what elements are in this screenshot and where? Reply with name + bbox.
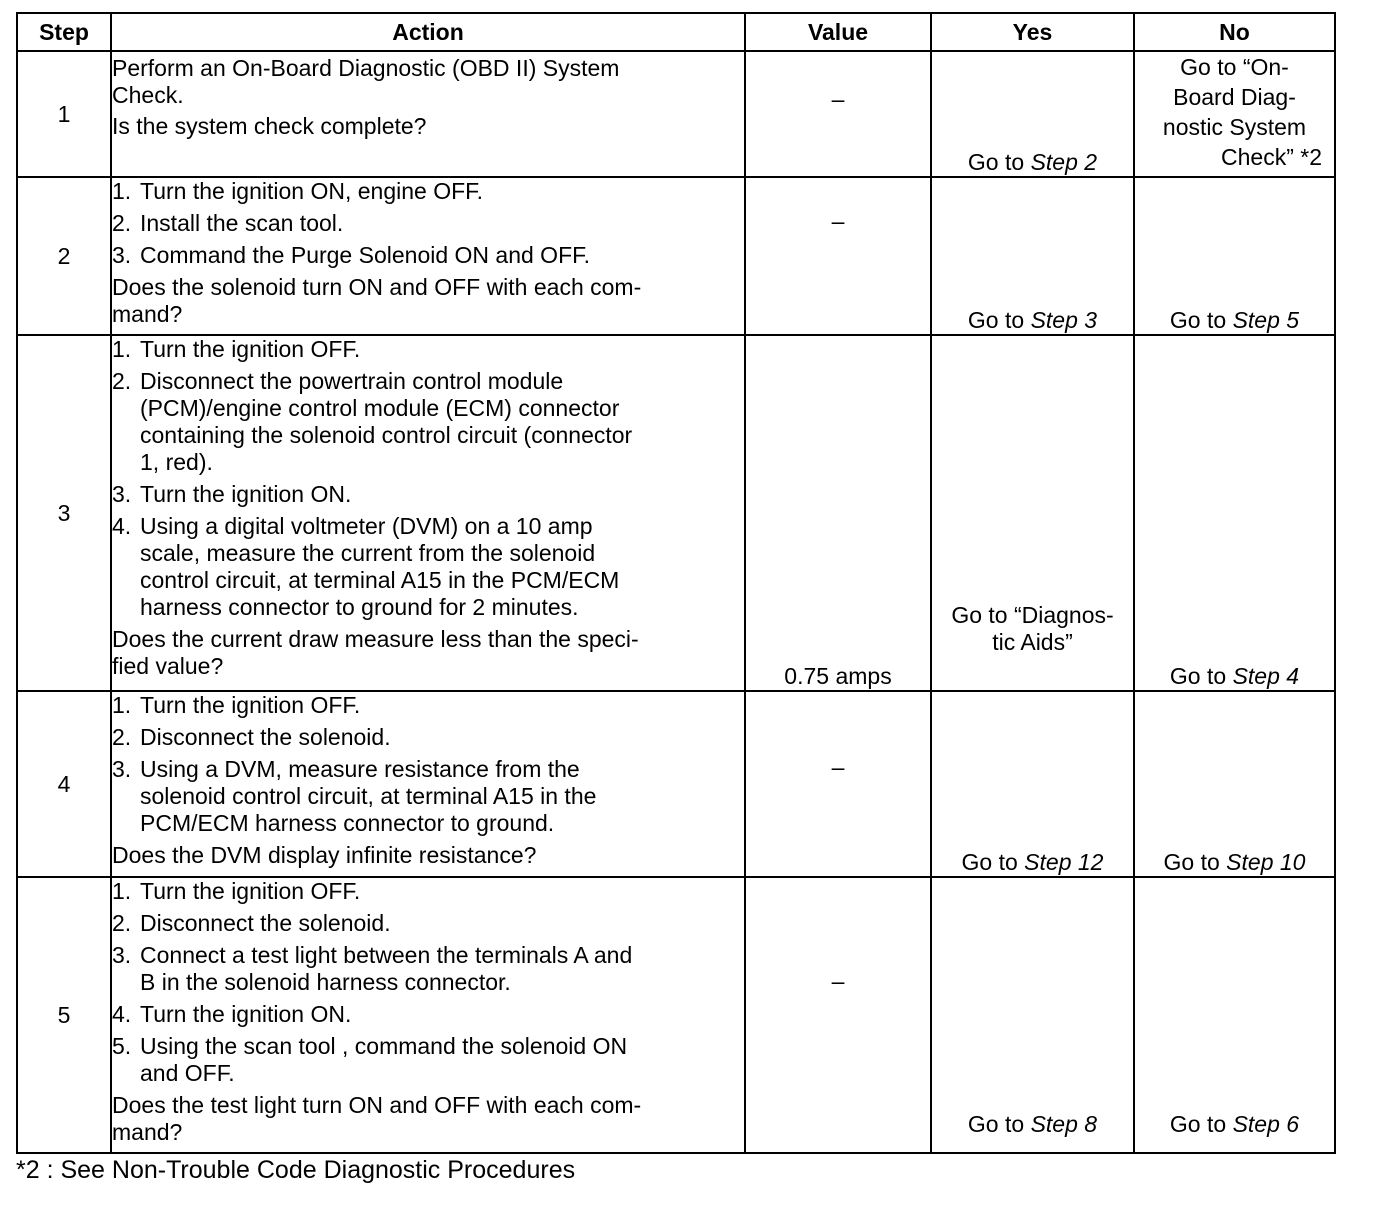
yes-step-link: Step 2: [1030, 149, 1098, 175]
yes-step-link: Step 12: [1024, 849, 1104, 875]
action-question: Does the solenoid turn ON and OFF with each com-: [112, 274, 642, 300]
yes-cell: [931, 177, 1134, 335]
no-prefix: Go to: [1163, 849, 1227, 875]
value-cell: [745, 177, 931, 335]
no-step-link: Step 4: [1232, 663, 1300, 689]
action-cell: [111, 877, 745, 1153]
yes-cell: [931, 691, 1134, 877]
yes-text-line: tic Aids”: [992, 629, 1073, 655]
header-yes: Yes: [931, 13, 1134, 51]
no-cell: [1134, 335, 1335, 691]
action-question: mand?: [112, 301, 183, 327]
header-step: Step: [17, 13, 111, 51]
action-steps: [112, 178, 744, 269]
yes-cell: [931, 51, 1134, 177]
value-text: –: [831, 968, 845, 994]
action-cell: [111, 177, 745, 335]
action-step: 3. Turn the ignition ON.: [112, 481, 352, 507]
value-cell: [745, 877, 931, 1153]
header-no: No: [1134, 13, 1335, 51]
action-question: Is the system check complete?: [112, 113, 427, 139]
no-prefix: Go to: [1169, 663, 1233, 689]
step-number: 5: [17, 877, 111, 1153]
value-text: –: [831, 754, 845, 780]
yes-step-link: Step 8: [1030, 1111, 1098, 1137]
action-step: 5. Using the scan tool , command the solenoid ON and OFF.: [112, 1033, 628, 1086]
table-row: [17, 877, 1335, 1153]
action-step: 1. Turn the ignition OFF.: [112, 336, 361, 362]
yes-text-line: Go to “Diagnos-: [951, 602, 1114, 628]
action-step: 4. Turn the ignition ON.: [112, 1001, 352, 1027]
action-step: 2. Disconnect the solenoid.: [112, 724, 391, 750]
step-number: 3: [17, 335, 111, 691]
action-steps: [112, 336, 744, 621]
action-step: 4. Using a digital voltmeter (DVM) on a 10 amp scale, measure the current from the solenoid control circuit, at terminal A15 in the PCM/ECM harness connector to ground for 2 minutes.: [112, 513, 620, 620]
step-number: 1: [17, 51, 111, 177]
action-step: 2. Disconnect the solenoid.: [112, 910, 391, 936]
table-row: [17, 51, 1335, 177]
action-question: Does the test light turn ON and OFF with each com-: [112, 1092, 642, 1118]
action-question: mand?: [112, 1119, 183, 1145]
value-text: 0.75 amps: [784, 663, 892, 689]
action-step: 3. Connect a test light between the terminals A and B in the solenoid harness connector.: [112, 942, 633, 995]
yes-prefix: Go to: [967, 149, 1031, 175]
action-intro-line: Check.: [112, 82, 184, 108]
value-cell: [745, 691, 931, 877]
no-prefix: Go to: [1169, 1111, 1233, 1137]
no-cell: [1134, 177, 1335, 335]
action-step: 2. Install the scan tool.: [112, 210, 344, 236]
action-step: 2. Disconnect the powertrain control module (PCM)/engine control module (ECM) connector containing the solenoid control circuit (connector 1, red).: [112, 368, 633, 475]
no-cell: [1134, 51, 1335, 177]
action-step: 3. Using a DVM, measure resistance from the solenoid control circuit, at terminal A15 in the PCM/ECM harness connector to ground.: [112, 756, 597, 836]
action-question: fied value?: [112, 653, 224, 679]
header-value: Value: [745, 13, 931, 51]
header-action: Action: [111, 13, 745, 51]
no-step-link: Step 10: [1226, 849, 1306, 875]
action-cell: [111, 51, 745, 177]
action-steps: [112, 692, 744, 837]
table-row: [17, 691, 1335, 877]
no-text-line: nostic System: [1162, 114, 1307, 140]
step-number: 2: [17, 177, 111, 335]
header-row: [17, 13, 1335, 51]
no-prefix: Go to: [1169, 307, 1233, 333]
action-step: 1. Turn the ignition OFF.: [112, 692, 361, 718]
action-cell: [111, 691, 745, 877]
footnote: *2 : See Non-Trouble Code Diagnostic Procedures: [16, 1156, 576, 1184]
value-text: –: [831, 86, 845, 112]
yes-cell: [931, 335, 1134, 691]
no-text-line: Go to “On-: [1180, 54, 1289, 80]
action-intro-line: Perform an On-Board Diagnostic (OBD II) System: [112, 55, 620, 81]
yes-prefix: Go to: [961, 849, 1025, 875]
action-steps: [112, 878, 744, 1087]
no-cell: [1134, 877, 1335, 1153]
action-step: 1. Turn the ignition ON, engine OFF.: [112, 178, 484, 204]
table-row: [17, 177, 1335, 335]
no-cell: [1134, 691, 1335, 877]
no-step-link: Step 6: [1232, 1111, 1300, 1137]
step-number: 4: [17, 691, 111, 877]
yes-prefix: Go to: [967, 1111, 1031, 1137]
value-cell: [745, 335, 931, 691]
value-text: –: [831, 208, 845, 234]
yes-step-link: Step 3: [1030, 307, 1098, 333]
action-question: Does the DVM display infinite resistance?: [112, 842, 537, 868]
no-text-line: Check” *2: [1221, 144, 1322, 170]
yes-cell: [931, 877, 1134, 1153]
action-step: 1. Turn the ignition OFF.: [112, 878, 361, 904]
no-step-link: Step 5: [1232, 307, 1300, 333]
yes-prefix: Go to: [967, 307, 1031, 333]
value-cell: [745, 51, 931, 177]
action-question: Does the current draw measure less than the speci-: [112, 626, 639, 652]
no-text-line: Board Diag-: [1173, 84, 1296, 110]
action-step: 3. Command the Purge Solenoid ON and OFF.: [112, 242, 591, 268]
diagnostic-table: [16, 12, 1336, 1154]
action-cell: [111, 335, 745, 691]
table-row: [17, 335, 1335, 691]
